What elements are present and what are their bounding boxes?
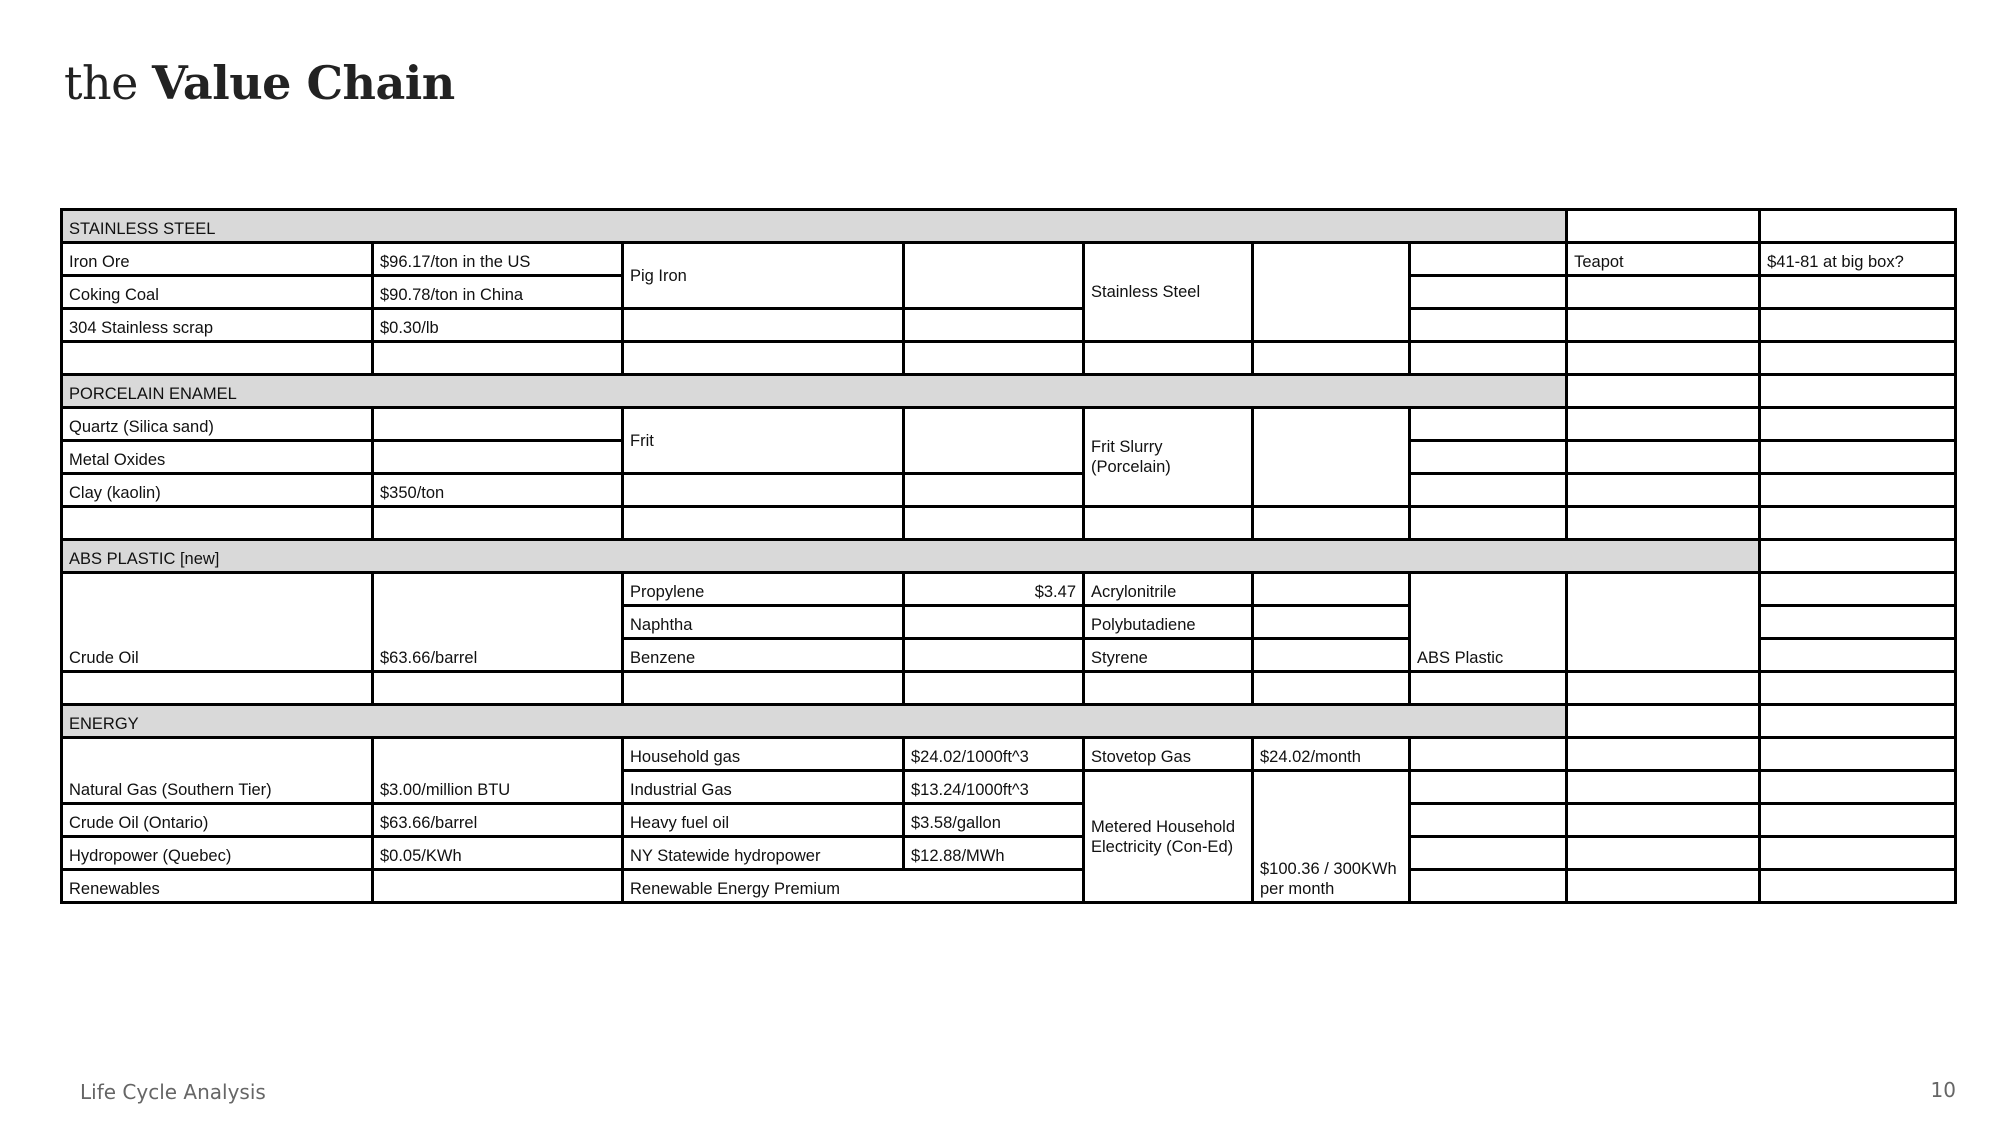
table-cell: [1567, 375, 1760, 408]
source-cell: Renewables: [62, 870, 373, 903]
section-header-porcelain-enamel: PORCELAIN ENAMEL: [62, 375, 1567, 408]
energy-type-cell: Heavy fuel oil: [623, 804, 904, 837]
table-cell: [1567, 573, 1760, 672]
table-cell: [1410, 441, 1567, 474]
table-cell: [904, 606, 1084, 639]
table-cell: [1253, 342, 1410, 375]
input-cell: Naphtha: [623, 606, 904, 639]
table-cell: [1567, 837, 1760, 870]
table-cell: [623, 474, 904, 507]
energy-price-cell: $12.88/MWh: [904, 837, 1084, 870]
table-cell: [904, 474, 1084, 507]
material-cell: Quartz (Silica sand): [62, 408, 373, 441]
table-cell: [1760, 738, 1956, 771]
end-use-price-cell: $24.02/month: [1253, 738, 1410, 771]
material-cell: Clay (kaolin): [62, 474, 373, 507]
price-cell: $0.30/lb: [373, 309, 623, 342]
table-cell: [1253, 672, 1410, 705]
input-price-cell: $3.47: [904, 573, 1084, 606]
table-row: [62, 474, 1956, 507]
table-cell: [1567, 705, 1760, 738]
energy-type-cell: NY Statewide hydropower: [623, 837, 904, 870]
table-cell: [1410, 771, 1567, 804]
table-cell: [1760, 573, 1956, 606]
energy-price-cell: $3.58/gallon: [904, 804, 1084, 837]
table-cell: [1760, 672, 1956, 705]
table-row: [62, 672, 1956, 705]
table-cell: [1567, 870, 1760, 903]
input-cell: Benzene: [623, 639, 904, 672]
material-cell: Metal Oxides: [62, 441, 373, 474]
table-cell: [904, 408, 1084, 474]
table-cell: [373, 408, 623, 441]
table-cell: [1410, 870, 1567, 903]
table-row: [62, 507, 1956, 540]
price-cell: $96.17/ton in the US: [373, 243, 623, 276]
table-cell: [62, 342, 373, 375]
source-cell: Crude Oil (Ontario): [62, 804, 373, 837]
table-cell: [1410, 474, 1567, 507]
table-cell: [1567, 276, 1760, 309]
output-cell: Frit Slurry (Porcelain): [1084, 408, 1253, 507]
table-cell: [1410, 804, 1567, 837]
table-cell: [1760, 408, 1956, 441]
table-cell: [1760, 705, 1956, 738]
table-cell: [1410, 738, 1567, 771]
table-cell: [1567, 342, 1760, 375]
table-cell: [1760, 507, 1956, 540]
output-cell: Stainless Steel: [1084, 243, 1253, 342]
footer-title: Life Cycle Analysis: [80, 1080, 266, 1104]
table-cell: [1410, 309, 1567, 342]
input-cell: Propylene: [623, 573, 904, 606]
section-header-row: [62, 375, 1956, 408]
table-cell: [1084, 342, 1253, 375]
energy-type-cell: Household gas: [623, 738, 904, 771]
table-row: [62, 408, 1956, 441]
price-cell: $3.00/million BTU: [373, 738, 623, 804]
material-cell: Iron Ore: [62, 243, 373, 276]
table-cell: [1084, 672, 1253, 705]
table-cell: [904, 243, 1084, 309]
title-prefix: the: [64, 56, 138, 110]
monomer-cell: Acrylonitrile: [1084, 573, 1253, 606]
table-cell: [904, 672, 1084, 705]
table-cell: [1253, 639, 1410, 672]
energy-price-cell: $13.24/1000ft^3: [904, 771, 1084, 804]
value-chain-table: [60, 208, 1957, 904]
table-cell: [1760, 837, 1956, 870]
material-cell: Coking Coal: [62, 276, 373, 309]
table-row: [62, 804, 1956, 837]
section-header-row: [62, 705, 1956, 738]
table-cell: [1760, 606, 1956, 639]
table-cell: [1567, 408, 1760, 441]
table-cell: [1567, 771, 1760, 804]
price-cell: $350/ton: [373, 474, 623, 507]
table-cell: [1567, 210, 1760, 243]
energy-type-cell: Renewable Energy Premium: [623, 870, 1084, 903]
section-header-energy: ENERGY: [62, 705, 1567, 738]
table-row: [62, 309, 1956, 342]
table-row: [62, 573, 1956, 606]
title-main: Value Chain: [151, 56, 455, 110]
energy-type-cell: Industrial Gas: [623, 771, 904, 804]
section-header-abs-plastic: ABS PLASTIC [new]: [62, 540, 1760, 573]
table-cell: [373, 870, 623, 903]
table-row: [62, 738, 1956, 771]
table-cell: [1760, 540, 1956, 573]
source-cell: Natural Gas (Southern Tier): [62, 738, 373, 804]
retail-price-cell: $41-81 at big box?: [1760, 243, 1956, 276]
table-cell: [1567, 672, 1760, 705]
table-cell: [62, 672, 373, 705]
monomer-cell: Styrene: [1084, 639, 1253, 672]
table-cell: [1567, 474, 1760, 507]
table-cell: [1567, 441, 1760, 474]
table-cell: [1760, 210, 1956, 243]
output-cell: ABS Plastic: [1410, 573, 1567, 672]
table-cell: [1567, 309, 1760, 342]
table-cell: [1760, 309, 1956, 342]
table-cell: [1253, 606, 1410, 639]
price-cell: $63.66/barrel: [373, 804, 623, 837]
source-cell: Hydropower (Quebec): [62, 837, 373, 870]
table-cell: [1253, 573, 1410, 606]
table-cell: [1410, 672, 1567, 705]
table-cell: [904, 309, 1084, 342]
end-use-price-cell: $100.36 / 300KWh per month: [1253, 771, 1410, 903]
table-cell: [1567, 804, 1760, 837]
section-header-stainless-steel: STAINLESS STEEL: [62, 210, 1567, 243]
table-cell: [373, 672, 623, 705]
table-cell: [1410, 243, 1567, 276]
table-cell: [1760, 870, 1956, 903]
table-cell: [373, 441, 623, 474]
table-cell: [904, 342, 1084, 375]
energy-price-cell: $24.02/1000ft^3: [904, 738, 1084, 771]
table-cell: [623, 507, 904, 540]
table-cell: [62, 507, 373, 540]
material-cell: 304 Stainless scrap: [62, 309, 373, 342]
table-cell: [1760, 342, 1956, 375]
table-cell: [1410, 837, 1567, 870]
table-cell: [1760, 441, 1956, 474]
table-cell: [1760, 639, 1956, 672]
table-cell: [1253, 243, 1410, 342]
monomer-cell: Polybutadiene: [1084, 606, 1253, 639]
table-cell: [1084, 507, 1253, 540]
section-header-row: [62, 210, 1956, 243]
table-cell: [373, 342, 623, 375]
table-cell: [1760, 276, 1956, 309]
table-cell: [1760, 771, 1956, 804]
section-header-row: [62, 540, 1956, 573]
table-cell: [904, 639, 1084, 672]
table-cell: [1410, 276, 1567, 309]
table-row: [62, 870, 1956, 903]
table-cell: [623, 672, 904, 705]
table-cell: [623, 342, 904, 375]
table-cell: [1567, 507, 1760, 540]
price-cell: $90.78/ton in China: [373, 276, 623, 309]
table-cell: [1253, 507, 1410, 540]
table-cell: [1253, 408, 1410, 507]
table-cell: [1760, 474, 1956, 507]
price-cell: $0.05/KWh: [373, 837, 623, 870]
end-use-cell: Metered Household Electricity (Con-Ed): [1084, 771, 1253, 903]
table-cell: [1410, 342, 1567, 375]
table-cell: [1567, 738, 1760, 771]
table-cell: [1410, 408, 1567, 441]
table-cell: [623, 309, 904, 342]
page-number: 10: [1930, 1078, 1956, 1102]
table-cell: [1410, 507, 1567, 540]
table-cell: [1760, 804, 1956, 837]
page-title: [64, 56, 455, 110]
table-cell: [1760, 375, 1956, 408]
table-cell: [904, 507, 1084, 540]
table-row: [62, 243, 1956, 276]
intermediate-cell: Frit: [623, 408, 904, 474]
table-row: [62, 837, 1956, 870]
table-row: [62, 342, 1956, 375]
intermediate-cell: Pig Iron: [623, 243, 904, 309]
price-cell: $63.66/barrel: [373, 573, 623, 672]
end-use-cell: Stovetop Gas: [1084, 738, 1253, 771]
material-cell: Crude Oil: [62, 573, 373, 672]
product-cell: Teapot: [1567, 243, 1760, 276]
table-cell: [373, 507, 623, 540]
